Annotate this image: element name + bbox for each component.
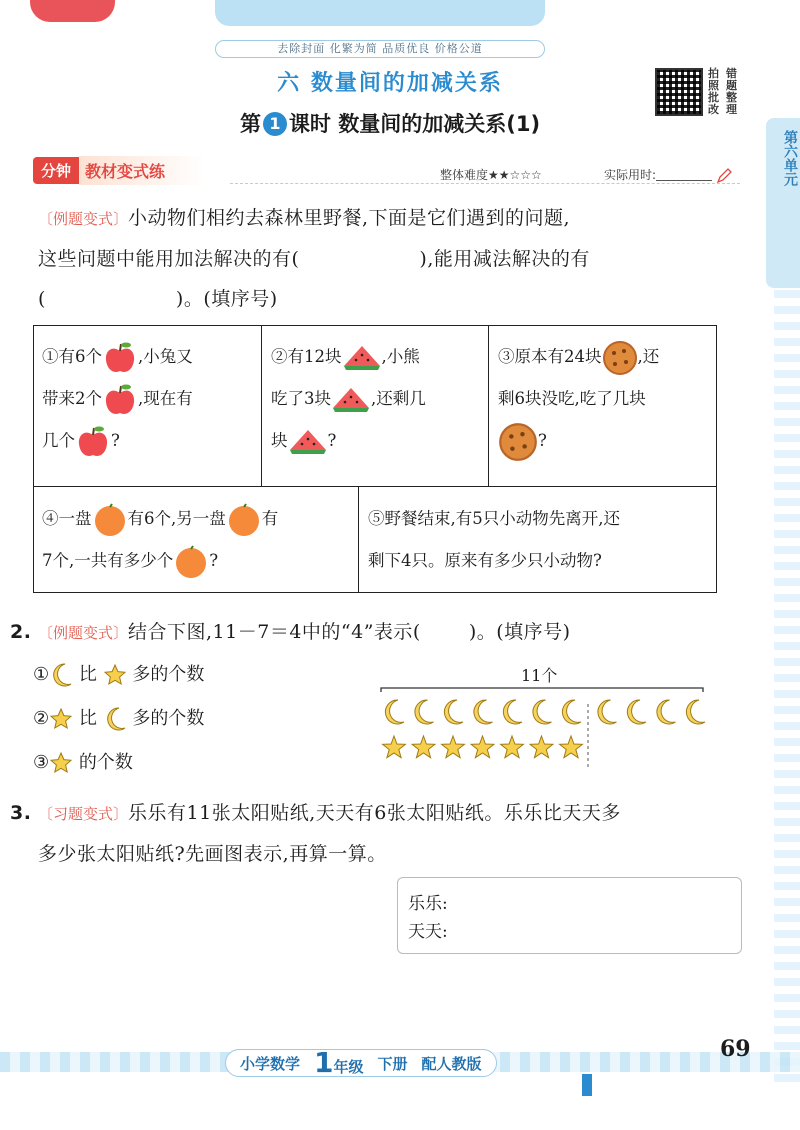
option-number: ① <box>33 664 50 685</box>
lesson-prefix: 第 <box>239 112 261 136</box>
table-divider <box>488 326 489 486</box>
orange-icon <box>226 502 262 538</box>
q3-drawing-box[interactable] <box>397 877 742 954</box>
footer-term: 下册 <box>377 1054 408 1073</box>
moon-icon <box>385 700 404 724</box>
moon-row <box>385 700 705 724</box>
section-title: 教材变式练 <box>79 156 205 185</box>
star-icon <box>383 736 406 758</box>
star-icon <box>471 736 494 758</box>
time-used <box>604 166 732 184</box>
footer-mark <box>582 1074 592 1096</box>
q3-line2: 多少张太阳贴纸?先画图表示,再算一算。 <box>38 843 387 865</box>
brace <box>381 688 703 692</box>
option-number: ② <box>33 708 50 729</box>
problem-2-text: ,小熊 <box>381 347 420 366</box>
qr-label: 题 <box>726 79 737 92</box>
problem-4 <box>34 494 358 586</box>
table-divider <box>34 486 716 487</box>
problem-5 <box>360 494 716 586</box>
problem-4-text: ④一盘 <box>42 509 92 528</box>
watermelon-icon <box>288 426 328 458</box>
q3-text <box>10 793 760 874</box>
moon-icon <box>103 706 127 732</box>
problem-4-text: ? <box>209 551 219 570</box>
star-icon <box>560 736 583 758</box>
q2-option-3[interactable] <box>33 748 133 775</box>
q1-line3-text-a: ( <box>38 288 46 310</box>
side-stripe <box>774 290 800 1090</box>
problem-3-text: ,还 <box>637 347 660 366</box>
q1-line1 <box>38 198 758 239</box>
lesson-suffix: 课时 数量间的加减关系(1) <box>288 112 541 136</box>
apple-icon <box>102 382 138 418</box>
footer-grade: 年级 <box>333 1057 364 1076</box>
option-text: 多的个数 <box>132 708 205 729</box>
option-text: 多的个数 <box>132 664 205 685</box>
problem-2-text: ? <box>327 431 337 450</box>
q2-text <box>10 612 750 653</box>
difficulty <box>440 166 542 183</box>
problem-4-text: 有 <box>261 509 279 528</box>
q3-label-lele: 乐乐: <box>408 894 448 914</box>
q3-tag: 〔习题变式〕 <box>38 805 129 823</box>
problem-1 <box>34 332 261 466</box>
q1-text <box>38 198 758 319</box>
star-icon <box>530 736 553 758</box>
footer-edition: 配人教版 <box>421 1054 482 1073</box>
top-corner-badge <box>30 0 115 22</box>
problem-2-text: 吃了3块 <box>271 389 331 408</box>
q1-tag: 〔例题变式〕 <box>38 210 129 228</box>
qr-label: 整 <box>726 91 737 104</box>
problem-1-text: ①有6个 <box>42 347 102 366</box>
footer-bar <box>225 1045 497 1079</box>
problem-4-text: 有6个,另一盘 <box>127 509 226 528</box>
footer-grade-number: 1 <box>314 1045 334 1079</box>
lesson-number: 1 <box>263 112 287 136</box>
problem-2-text: ,还剩几 <box>371 389 426 408</box>
moon-icon <box>444 700 463 724</box>
q2-tag: 〔例题变式〕 <box>38 624 129 642</box>
qr-label: 理 <box>726 103 737 116</box>
problem-2-text: 块 <box>271 431 288 450</box>
q1-line3-text-b: )。(填序号) <box>175 288 278 310</box>
problem-2 <box>263 332 488 466</box>
section-pill: 分钟 <box>33 157 79 184</box>
problem-3 <box>490 332 716 466</box>
moon-icon <box>562 700 581 724</box>
moon-icon <box>49 662 73 688</box>
problem-3-text: ③原本有24块 <box>498 347 602 366</box>
moon-icon <box>657 700 676 724</box>
q1-line1-text: 小动物们相约去森林里野餐,下面是它们遇到的问题, <box>128 207 571 229</box>
star-icon <box>412 736 435 758</box>
q3-line1-text: 乐乐有11张太阳贴纸,天天有6张太阳贴纸。乐乐比天天多 <box>128 802 621 824</box>
problem-5-text: ⑤野餐结束,有5只小动物先离开,还 <box>368 509 620 528</box>
q1-line2 <box>38 239 758 279</box>
star-row <box>383 736 583 758</box>
cookie-icon <box>602 340 638 376</box>
moon-icon <box>474 700 493 724</box>
problem-2-text: ②有12块 <box>271 347 342 366</box>
page-number: 69 <box>720 1036 751 1062</box>
problem-1-text: ,现在有 <box>138 389 193 408</box>
unit-side-tab: 第六单元 <box>766 118 800 288</box>
orange-icon <box>173 544 209 580</box>
apple-icon <box>102 340 138 376</box>
q2-question-end: )。(填序号) <box>468 621 571 643</box>
moon-icon <box>503 700 522 724</box>
problem-1-text: ,小兔又 <box>138 347 193 366</box>
q2-question: 结合下图,11－7＝4中的“4”表示( <box>128 621 421 643</box>
time-input-line[interactable] <box>656 180 712 181</box>
q1-line2-text-a: 这些问题中能用加法解决的有( <box>38 248 300 270</box>
q1-line2-text-b: ),能用减法解决的有 <box>419 248 590 270</box>
difficulty-stars: ★★☆☆☆ <box>488 168 542 182</box>
qr-label: 拍 <box>708 67 719 80</box>
qr-labels <box>708 68 744 116</box>
moon-icon <box>598 700 617 724</box>
qr-label: 改 <box>708 103 719 116</box>
top-banner <box>215 0 545 26</box>
option-text: 的个数 <box>78 752 133 773</box>
star-icon <box>103 663 127 687</box>
table-divider <box>261 326 262 486</box>
problem-4-text: 7个,一共有多少个 <box>42 551 174 570</box>
cookie-icon <box>498 422 538 462</box>
q2-option-1[interactable] <box>33 660 204 688</box>
time-label: 实际用时: <box>604 168 657 182</box>
problem-3-text: 剩6块没吃,吃了几块 <box>498 389 646 408</box>
option-number: ③ <box>33 752 50 773</box>
moon-icon <box>415 700 434 724</box>
q2-number: 2. <box>10 621 32 643</box>
star-icon <box>49 751 73 775</box>
table-divider <box>358 486 359 592</box>
difficulty-label: 整体难度 <box>440 168 489 182</box>
option-text: 比 <box>78 664 97 685</box>
slogan: 去除封面 化繁为简 品质优良 价格公道 <box>215 40 545 58</box>
option-text: 比 <box>78 708 97 729</box>
pencil-icon <box>716 168 732 184</box>
qr-code-icon[interactable] <box>655 68 703 116</box>
problem-1-text: ? <box>111 431 120 450</box>
q3-line1 <box>10 793 760 834</box>
q3-label-tiantian: 天天: <box>408 922 448 942</box>
q2-option-2[interactable] <box>33 704 204 732</box>
qr-label: 批 <box>708 91 719 104</box>
star-icon <box>49 707 73 731</box>
problem-table <box>33 325 717 593</box>
moon-icon <box>686 700 705 724</box>
qr-label: 照 <box>708 79 719 92</box>
problem-1-text: 几个 <box>42 431 75 450</box>
star-icon <box>442 736 465 758</box>
watermelon-icon <box>342 342 382 374</box>
footer-subject: 小学数学 <box>240 1054 301 1073</box>
problem-1-text: 带来2个 <box>42 389 102 408</box>
problem-5-text: 剩下4只。原来有多少只小动物? <box>368 551 602 570</box>
q3-number: 3. <box>10 802 32 824</box>
orange-icon <box>92 502 128 538</box>
apple-icon <box>75 424 111 460</box>
star-icon <box>501 736 524 758</box>
q1-line3 <box>38 279 758 319</box>
moon-star-diagram <box>378 682 708 772</box>
section-header <box>33 156 205 184</box>
problem-3-text: ? <box>538 431 547 450</box>
watermelon-icon <box>331 384 371 416</box>
moon-icon <box>627 700 646 724</box>
unit-title: 六 数量间的加减关系 <box>277 71 503 96</box>
moon-icon <box>533 700 552 724</box>
section-divider <box>230 183 740 184</box>
qr-label: 错 <box>726 67 737 80</box>
brace-label: 11个 <box>521 666 558 685</box>
